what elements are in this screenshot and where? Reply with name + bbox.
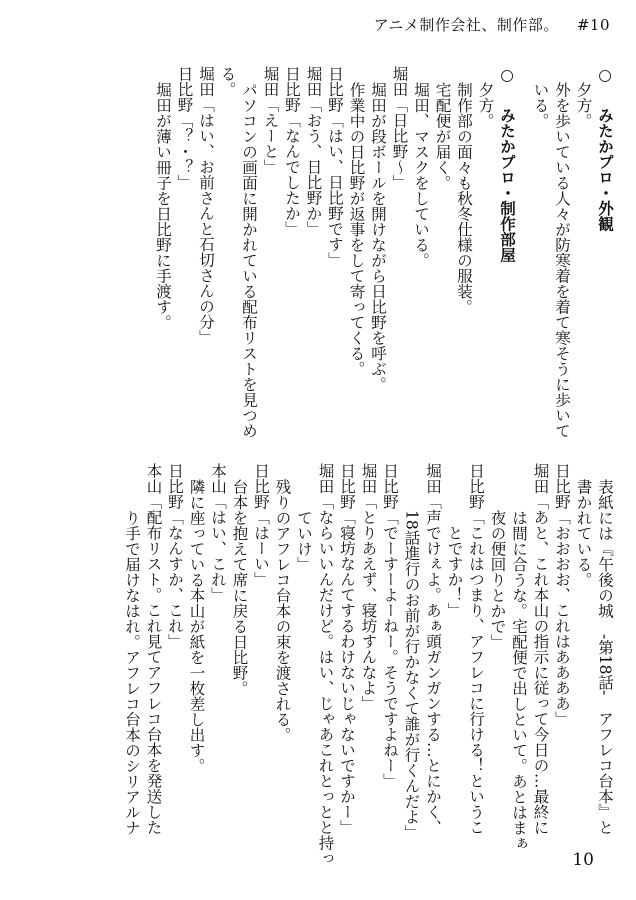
stage-direction: 台本を抱えて席に戻る日比野。 — [230, 478, 249, 696]
dialogue-line: 本山「はい、これ」 — [209, 463, 227, 603]
dialogue-line: 堀田「はい、お前さんと石切さんの分」 — [197, 66, 215, 345]
header-title: アニメ制作会社、制作部。 — [373, 16, 559, 34]
scene-heading-text: みたかプロ・制作部屋 — [498, 107, 516, 263]
top-tier-text — [70, 66, 615, 436]
dialogue-line: 堀田「ならいいんだけど。はい、じゃあこれとっとと持っ — [316, 463, 335, 866]
dialogue-line: 堀田「とりあえず、寝坊すんなよ」 — [359, 463, 378, 711]
stage-direction: いる。 — [531, 81, 550, 128]
scene-heading — [496, 66, 518, 436]
page-number: 10 — [572, 850, 594, 870]
stage-direction: 作業中の日比野が返事をして寄ってくる。 — [347, 81, 366, 376]
stage-direction: 堀田が段ボールを開けながら日比野を呼ぶ。 — [369, 81, 387, 392]
stage-direction: パソコンの画面に開かれている配布リストを見つめ — [240, 81, 258, 438]
dialogue-continuation: 夜の便回りとかで」 — [488, 509, 507, 649]
dialogue-line: 日比野「はい、日比野です」 — [326, 66, 344, 268]
stage-direction: 残りのアフレコ台本の束を渡される。 — [273, 478, 292, 742]
stage-direction: 制作部の面々も秋冬仕様の服装。 — [455, 81, 473, 314]
dialogue-line: 日比野「はーい」 — [252, 463, 270, 587]
scene-heading-text: みたかプロ・外観 — [596, 107, 614, 232]
dialogue-line: 堀田「えーと」 — [261, 66, 280, 175]
dialogue-continuation: とですか！」 — [445, 525, 464, 618]
dialogue-line: 本山「配布リスト。これ見てアフレコ台本を発送した — [144, 463, 163, 835]
dialogue-line: 日比野「でーすーよーねー。そうですよねー」 — [381, 463, 399, 789]
dialogue-line: 堀田「おう、日比野か」 — [304, 66, 323, 237]
dialogue-line: 日比野「なんすか、これ」 — [166, 463, 184, 649]
dialogue-continuation: は間に合うな。宅配便で出しといて。あとはまぁ — [510, 509, 528, 851]
stage-direction: 宅配便が届く。 — [433, 81, 452, 190]
dialogue-continuation: り手で届けなはれ。アフレコ台本のシリアルナ — [123, 509, 141, 835]
scene-marker-icon: ○ — [498, 66, 516, 84]
dialogue-continuation: ていけ」 — [295, 509, 313, 572]
running-header — [374, 14, 610, 35]
stage-direction: 書かれている。 — [574, 478, 593, 587]
scene-marker-icon: ○ — [596, 66, 614, 84]
stage-direction: る。 — [218, 66, 237, 97]
stage-direction: 隣に座っている本山が紙を一枚差し出す。 — [187, 478, 206, 773]
dialogue-line: 日比野「なんでしたか」 — [283, 66, 301, 237]
dialogue-line: 日比野「？・？」 — [175, 66, 194, 190]
stage-direction: 夕方。 — [574, 81, 593, 128]
stage-direction: 堀田が薄い冊子を日比野に手渡す。 — [154, 81, 172, 330]
dialogue-continuation: 18話進行のお前が行かなくて誰が行くんだよ」 — [402, 509, 421, 840]
spacer — [517, 66, 529, 436]
episode-number: #10 — [576, 16, 610, 34]
scene-heading — [594, 66, 616, 436]
dialogue-line: 日比野「これはつまり、アフレコに行ける！というこ — [467, 463, 485, 835]
dialogue-line: 堀田「日比野～」 — [390, 66, 409, 190]
dialogue-line: 堀田「あと、これ本山の指示に従って今日の…最終に — [531, 463, 550, 835]
stage-direction: 堀田、マスクをしている。 — [412, 81, 430, 268]
stage-direction: 外を歩いている人々が防寒着を着て寒そうに歩いて — [553, 81, 571, 438]
stage-direction: 夕方。 — [476, 81, 495, 128]
dialogue-line: 日比野「寝坊なんてするわけないじゃないですかー」 — [338, 463, 356, 835]
dialogue-line: 日比野「おおおお、これはああああ」 — [553, 463, 571, 727]
stage-direction: 表紙には『午後の城 -第18話- アフレコ台本』と — [596, 478, 614, 835]
dialogue-line: 堀田「声でけぇよ。あぁ頭ガンガンする…とにかく、 — [424, 463, 442, 835]
